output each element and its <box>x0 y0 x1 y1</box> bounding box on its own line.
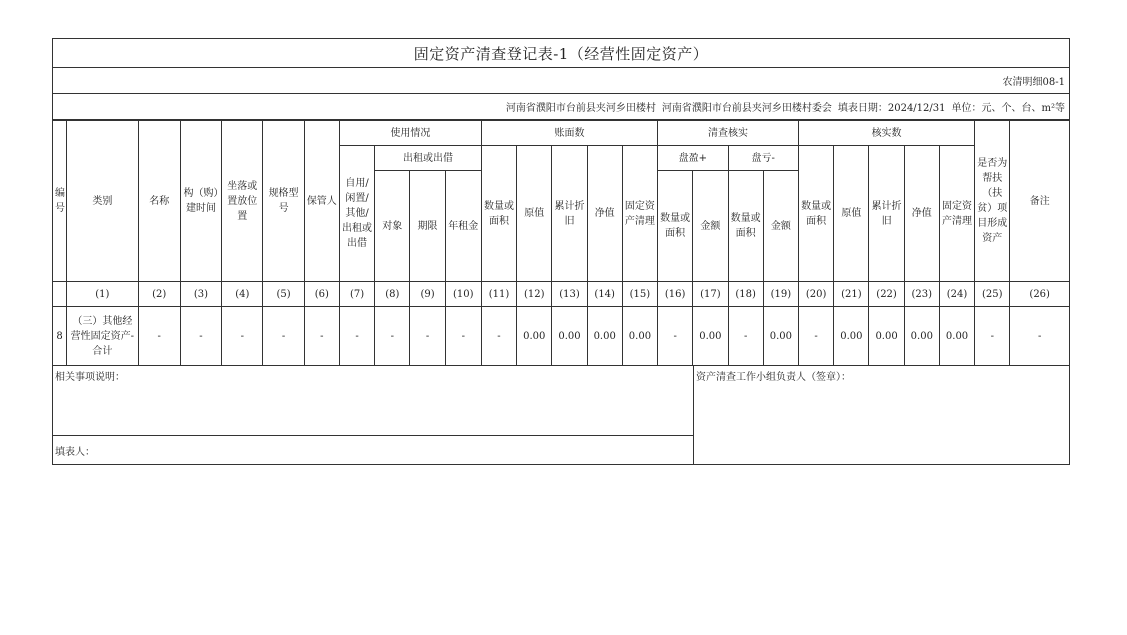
form-title: 固定资产清查登记表-1（经营性固定资产） <box>52 38 1070 68</box>
header-usage: 使用情况 <box>339 121 481 146</box>
col-num: (8) <box>375 282 410 307</box>
cell-poverty: - <box>975 307 1010 366</box>
col-num: (18) <box>728 282 763 307</box>
header-name: 名称 <box>138 121 180 282</box>
cell-book-clean: 0.00 <box>622 307 657 366</box>
col-num: (6) <box>304 282 339 307</box>
org-name: 河南省濮阳市台前县夹河乡田楼村委会 <box>661 103 832 114</box>
header-surplus-qty: 数量或面积 <box>658 171 693 282</box>
filler-label: 填表人： <box>53 435 693 464</box>
col-num: (2) <box>138 282 180 307</box>
header-actual: 核实数 <box>798 121 974 146</box>
header-custodian: 保管人 <box>304 121 339 282</box>
col-num: (19) <box>763 282 798 307</box>
cell-book-dep: 0.00 <box>552 307 587 366</box>
header-loss-amt: 金额 <box>763 171 798 282</box>
col-num: (17) <box>693 282 728 307</box>
units-label: 单位：元、个、台、m²等 <box>951 103 1065 114</box>
header-act-net: 净值 <box>904 146 939 282</box>
cell-build-time: - <box>180 307 221 366</box>
col-num: (26) <box>1010 282 1070 307</box>
header-remark: 备注 <box>1010 121 1070 282</box>
col-num: (16) <box>658 282 693 307</box>
header-annual-rent: 年租金 <box>445 171 481 282</box>
col-num: (22) <box>869 282 904 307</box>
notes-label: 相关事项说明： <box>55 372 125 383</box>
header-poverty: 是否为帮扶（扶贫）项目形成资产 <box>975 121 1010 282</box>
col-num: (5) <box>263 282 304 307</box>
header-loss: 盘亏- <box>728 146 798 171</box>
header-act-orig: 原值 <box>834 146 869 282</box>
header-act-dep: 累计折旧 <box>869 146 904 282</box>
form-info-line <box>52 94 1070 120</box>
cell-custodian: - <box>304 307 339 366</box>
col-num: (14) <box>587 282 622 307</box>
col-num: (3) <box>180 282 221 307</box>
col-num: (1) <box>67 282 138 307</box>
form-footer <box>52 366 1070 465</box>
col-num: (11) <box>481 282 516 307</box>
row-category: （三）其他经营性固定资产-合计 <box>67 307 138 366</box>
cell-surplus-amt: 0.00 <box>693 307 728 366</box>
asset-inventory-form <box>52 38 1070 465</box>
col-num: (7) <box>339 282 374 307</box>
asset-table <box>52 120 1070 366</box>
header-category: 类别 <box>67 121 138 282</box>
col-num: (10) <box>445 282 481 307</box>
header-book-clean: 固定资产清理 <box>622 146 657 282</box>
cell-act-clean: 0.00 <box>939 307 974 366</box>
cell-annual-rent: - <box>445 307 481 366</box>
table-row <box>53 307 1070 366</box>
cell-book-net: 0.00 <box>587 307 622 366</box>
col-num: (24) <box>939 282 974 307</box>
cell-location: - <box>222 307 263 366</box>
col-num: (21) <box>834 282 869 307</box>
col-num: (23) <box>904 282 939 307</box>
cell-act-net: 0.00 <box>904 307 939 366</box>
header-build-time: 构（购）建时间 <box>180 121 221 282</box>
col-num: (9) <box>410 282 445 307</box>
cell-act-dep: 0.00 <box>869 307 904 366</box>
col-num: (12) <box>517 282 552 307</box>
form-code: 农清明细08-1 <box>52 68 1070 94</box>
header-target: 对象 <box>375 171 410 282</box>
header-loss-qty: 数量或面积 <box>728 171 763 282</box>
header-act-qty: 数量或面积 <box>798 146 833 282</box>
header-surplus-amt: 金额 <box>693 171 728 282</box>
cell-self-use: - <box>339 307 374 366</box>
header-rent-out: 出租或出借 <box>375 146 482 171</box>
responsible-label: 资产清查工作小组负责人（签章）： <box>696 372 851 383</box>
col-num: (4) <box>222 282 263 307</box>
header-book-qty: 数量或面积 <box>481 146 516 282</box>
cell-book-qty: - <box>481 307 516 366</box>
column-number-row <box>53 282 1070 307</box>
header-verify: 清查核实 <box>658 121 799 146</box>
header-surplus: 盘盈+ <box>658 146 728 171</box>
header-self-use: 自用/闲置/其他/出租或出借 <box>339 146 374 282</box>
header-act-clean: 固定资产清理 <box>939 146 974 282</box>
col-num: (15) <box>622 282 657 307</box>
cell-book-orig: 0.00 <box>517 307 552 366</box>
cell-term: - <box>410 307 445 366</box>
cell-act-qty: - <box>798 307 833 366</box>
date-label: 填表日期：2024/12/31 <box>837 103 946 114</box>
col-num: (25) <box>975 282 1010 307</box>
header-book-dep: 累计折旧 <box>552 146 587 282</box>
cell-act-orig: 0.00 <box>834 307 869 366</box>
cell-surplus-qty: - <box>658 307 693 366</box>
col-num: (20) <box>798 282 833 307</box>
cell-remark: - <box>1010 307 1070 366</box>
col-num: (13) <box>552 282 587 307</box>
header-book: 账面数 <box>481 121 657 146</box>
cell-loss-amt: 0.00 <box>763 307 798 366</box>
header-book-orig: 原值 <box>517 146 552 282</box>
cell-name: - <box>138 307 180 366</box>
cell-loss-qty: - <box>728 307 763 366</box>
col-num-blank <box>53 282 67 307</box>
unit-name: 河南省濮阳市台前县夹河乡田楼村 <box>505 103 656 114</box>
cell-target: - <box>375 307 410 366</box>
header-term: 期限 <box>410 171 445 282</box>
header-seq: 编号 <box>53 121 67 282</box>
header-model: 规格型号 <box>263 121 304 282</box>
cell-model: - <box>263 307 304 366</box>
header-location: 坐落或置放位置 <box>222 121 263 282</box>
header-book-net: 净值 <box>587 146 622 282</box>
row-seq: 8 <box>53 307 67 366</box>
